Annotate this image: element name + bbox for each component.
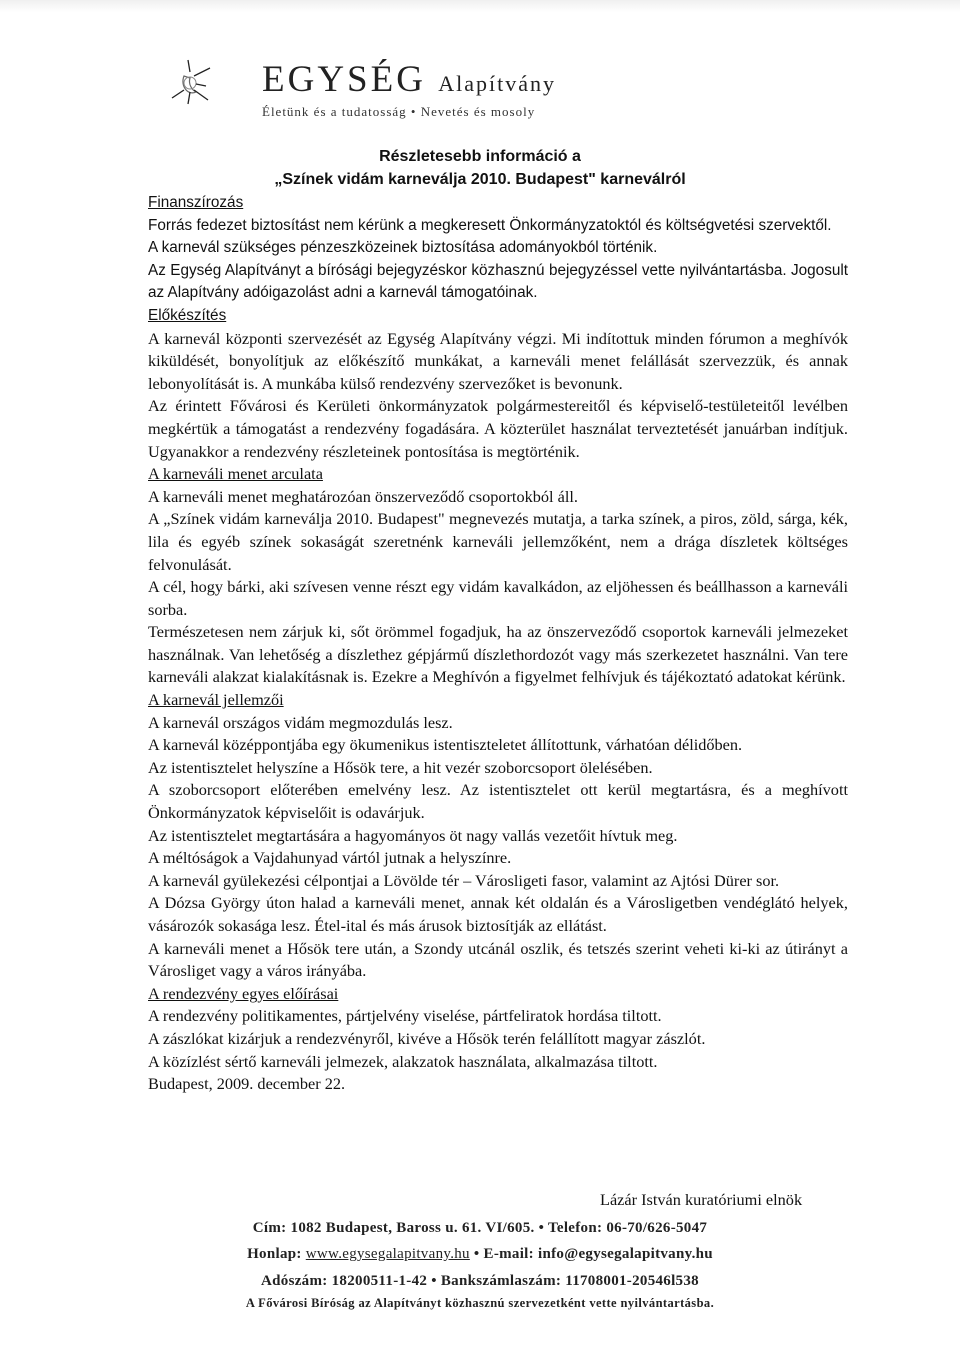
rules-item: A közízlést sértő karneváli jelmezek, alakzatok használata, alkalmazása tiltott. bbox=[148, 1051, 658, 1071]
style-paragraph-2: A „Színek vidám karneválja 2010. Budapest" megnevezés mutatja, a tarka színek, a piros, zöld, sárga, kék, lila és egyéb színek sokaságát szeretnénk karneváli jellemzőként, nem a drága díszletek költséges felvonulását. bbox=[148, 509, 848, 574]
prep-paragraph-1: A karnevál központi szervezését az Egység Alapítvány végzi. Mi indítottuk minden fórumon a meghívók kiküldését, bonyolítjuk az előkészítő munkákat, a karneváli menet felállását szervezzük, és annak lebonyolítását is. A munkába külső rendezvény szervezőket is bevonunk. bbox=[148, 328, 848, 393]
document-title-line2: „Színek vidám karneválja 2010. Budapest" karneválról bbox=[274, 171, 686, 188]
prep-paragraph-2: Az érintett Fővárosi és Kerületi önkormányzatok polgármestereitől és képviselő-testületeitől levélben megkértük a támogatást a rendezvény fogadására. A közterület használat terveztetését januárban indítjuk. Ugyanakkor a rendezvény részleteinek pontosítása is megtörténik. bbox=[148, 396, 848, 461]
char-item: A Dózsa György úton halad a karneváli menet, annak két oldalán és a Városligetben vendéglátó helyek, vásározók sokasága lesz. Étel-ital és más árusok biztosítják az ellátást. bbox=[148, 893, 848, 935]
website-link[interactable]: www.egysegalapitvany.hu bbox=[305, 1246, 470, 1262]
finance-heading: Finanszírozás bbox=[148, 194, 244, 211]
finance-paragraph-2: A karnevál szükséges pénzeszközeinek biztosítása adományokból történik. bbox=[148, 239, 658, 257]
style-paragraph-3: A cél, hogy bárki, aki szívesen venne részt egy vidám kavalkádon, az eljöhessen és beállhasson a karneváli sorba. bbox=[148, 577, 848, 619]
footer-tax: Adószám: 18200511-1-42 • Bankszámlaszám: 11708001-20546l538 bbox=[261, 1273, 699, 1289]
char-item: A karnevál országos vidám megmozdulás lesz. bbox=[148, 712, 453, 732]
finance-paragraph-1: Forrás fedezet biztosítást nem kérünk a megkeresett Önkormányzatoktól és költségvetési szervektől. bbox=[148, 216, 832, 234]
document-date: Budapest, 2009. december 22. bbox=[148, 1074, 346, 1094]
signature: Lázár István kuratóriumi elnök bbox=[600, 1190, 803, 1209]
footer-web-email bbox=[0, 1246, 960, 1263]
brand-name bbox=[262, 60, 556, 104]
char-item: Az istentisztelet helyszíne a Hősök tere, a hit vezér szoborcsoport ölelésében. bbox=[148, 757, 653, 777]
rules-heading: A rendezvény egyes előírásai bbox=[148, 983, 339, 1003]
rules-item: A rendezvény politikamentes, pártjelvény viselése, pártfeliratok hordása tiltott. bbox=[148, 1006, 662, 1026]
char-item: Az istentisztelet megtartására a hagyományos öt nagy vallás vezetőit hívtuk meg. bbox=[148, 825, 678, 845]
brand-sub: Alapítvány bbox=[438, 71, 556, 96]
sun-logo-icon bbox=[170, 56, 260, 106]
char-item: A karneváli menet a Hősök tere után, a Szondy utcánál oszlik, és tetszés szerint veheti ki-ki az útirányt a Városliget vagy a város irányába. bbox=[148, 938, 848, 981]
style-heading: A karneváli menet arculata bbox=[148, 464, 323, 484]
brand-block bbox=[262, 60, 556, 120]
brand-tagline: Életünk és a tudatosság • Nevetés és mosoly bbox=[262, 104, 536, 119]
brand-main: EGYSÉG bbox=[262, 59, 426, 100]
prep-heading: Előkészítés bbox=[148, 306, 227, 324]
footer-web-label: Honlap: bbox=[247, 1246, 302, 1262]
document-body bbox=[148, 192, 848, 1096]
char-item: A karnevál középpontjába egy ökumenikus istentiszteletet állítottunk, várhatóan délidőben. bbox=[148, 735, 743, 755]
style-paragraph-1: A karneváli menet meghatározóan önszerveződő csoportokból áll. bbox=[148, 486, 578, 506]
char-heading: A karnevál jellemzői bbox=[148, 690, 284, 710]
finance-paragraph-3: Az Egység Alapítványt a bírósági bejegyzéskor közhasznú bejegyzéssel vette nyilvántartásba. Jogosult az Alapítvány adóigazolást adni a karnevál támogatóinak. bbox=[148, 261, 848, 302]
char-item: A méltóságok a Vajdahunyad vártól jutnak a helyszínre. bbox=[148, 848, 512, 868]
char-item: A szoborcsoport előterében emelvény lesz. Az istentisztelet ott kerül megtartásra, és a meghívott Önkormányzatok képviselőit is odavárjuk. bbox=[148, 780, 848, 823]
char-item: A karnevál gyülekezési célpontjai a Lövölde tér – Városligeti fasor, valamint az Ajtósi Dürer sor. bbox=[148, 870, 780, 890]
style-paragraph-4: Természetesen nem zárjuk ki, sőt örömmel fogadjuk, ha az önszerveződő csoportok karneváli jelmezeket használnak. Van lehetőség a díszlethez gépjármű díszlethordozót vagy más szerkezetet használni. Van tere karneváli alakzat kialakításnak is. Ezekre a Meghívón a figyelmet felhívjuk és tájékoztató adatokat kérünk. bbox=[148, 622, 848, 687]
scan-edge bbox=[0, 0, 960, 12]
footer-address: Cím: 1082 Budapest, Baross u. 61. VI/605. • Telefon: 06-70/626-5047 bbox=[252, 1220, 708, 1236]
document-title-line1: Részletesebb információ a bbox=[379, 148, 581, 165]
footer-email: • E-mail: info@egysegalapitvany.hu bbox=[473, 1246, 713, 1262]
footer-registry: A Fővárosi Bíróság az Alapítványt közhasznú szervezetként vette nyilvántartásba. bbox=[245, 1296, 715, 1310]
rules-item: A zászlókat kizárjuk a rendezvényről, kivéve a Hősök terén felállított magyar zászlót. bbox=[148, 1028, 706, 1048]
